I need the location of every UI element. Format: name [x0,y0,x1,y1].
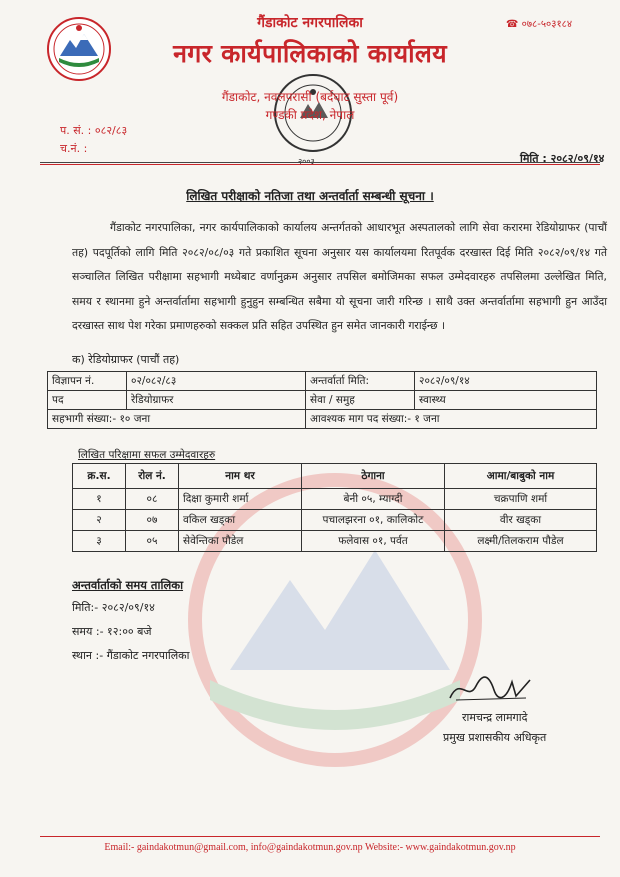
schedule-date: मिति:- २०८२/०९/१४ [72,601,155,614]
passed-candidates-table [72,463,597,552]
patra-sankhya: प. सं. : ०८२/८३ [60,124,128,137]
table-row [73,489,597,510]
notice-subject: लिखित परीक्षाको नतिजा तथा अन्तर्वार्ता सम्बन्धी सूचना । [186,189,434,203]
schedule-place: स्थान :- गैंडाकोट नगरपालिका [72,649,190,662]
table-cell: २०८२/०९/१४ [415,372,597,391]
table-cell: विज्ञापन नं. [48,372,127,391]
notice-paragraph: गैंडाकोट नगरपालिका, नगर कार्यपालिकाको कार्यालय अन्तर्गतको आधारभूत अस्पतालको लागि सेवा करारमा रेडियोग्राफर (पाचौं तह) पदपूर्तिको लागि मिति २०८२/०८/०३ गते प्रकाशित सूचना अनुसार यस कार्यालयमा रितपूर्वक दरखास्त दिई मिति २०८२/०९/१४ गते सञ्चालित लिखित परीक्षामा सहभागी मध्येबाट वर्णानुक्रम अनुसार तपसिल बमोजिमका सफल उम्मेदवारहरु तपसिलमा उल्लेखित मिति, समय र स्थानमा हुने अन्तर्वार्तामा सहभागी हुनुहुन सम्बन्धित सबैमा यो सूचना जारी गरिन्छ । साथै उक्त अन्तर्वार्तामा सहभागी हुन आउँदा दरखास्त साथ पेश गरेका प्रमाणहरुको सक्कल प्रति सहित उपस्थित हुन समेत जानकारी गराईन्छ । [72,221,607,333]
section-a-label: क) रेडियोग्राफर (पाचौं तह) [72,353,180,366]
table-cell: सेवा / समुह [306,391,415,410]
table-cell: वकिल खड्का [179,510,302,531]
notice-body [72,216,607,339]
table-cell: १ [73,489,126,510]
table-cell: लक्ष्मी/तिलकराम पौडेल [445,531,597,552]
header-divider-red [40,164,600,165]
column-header: रोल नं. [126,464,179,489]
letter-date: मिति : २०८२/०९/१४ [520,152,605,165]
signatory-name: रामचन्द्र लामगादे [462,711,528,724]
table-cell: ०८ [126,489,179,510]
signature-icon [446,672,536,704]
table-cell: स्वास्थ्य [415,391,597,410]
header-divider [40,162,600,163]
table-row [48,372,597,391]
footer-contact: Email:- gaindakotmun@gmail.com, info@gaindakotmun.gov.np Website:- www.gaindakotmun.gov.np [104,842,516,853]
table-cell: सहभागी संख्या:- १० जना [48,410,306,429]
table-cell: २ [73,510,126,531]
footer-divider [40,836,600,837]
table-cell: बेनी ०५, म्याग्दी [302,489,445,510]
table-cell: ०५ [126,531,179,552]
table-row [48,410,597,429]
table-cell: ०७ [126,510,179,531]
table-cell: चक्रपाणि शर्मा [445,489,597,510]
table-header-row [73,464,597,489]
table-cell: पद [48,391,127,410]
table-row [73,510,597,531]
passed-candidates-heading: लिखित परिक्षामा सफल उम्मेदवारहरु [78,449,216,461]
table-cell: सेवेन्तिका पौडेल [179,531,302,552]
table-cell: फलेवास ०१, पर्वत [302,531,445,552]
table-cell: आवश्यक माग पद संख्या:- १ जना [306,410,597,429]
column-header: ठेगाना [302,464,445,489]
table-cell: वीर खड्का [445,510,597,531]
schedule-time: समय :- १२:०० बजे [72,625,152,638]
address-line-2: गण्डकी प्रदेश, नेपाल [265,108,355,122]
office-title: नगर कार्यपालिकाको कार्यालय [173,39,447,68]
table-cell: पचालझरना ०१, कालिकोट [302,510,445,531]
address-line-1: गैंडाकोट, नवलपरासी (बर्दघाट सुस्ता पूर्व) [221,90,399,104]
table-cell: रेडियोग्राफर [127,391,306,410]
phone-number: ☎ ०७८-५०३१८४ [506,19,573,30]
vacancy-table [47,371,597,429]
column-header: क्र.स. [73,464,126,489]
column-header: नाम थर [179,464,302,489]
column-header: आमा/बाबुको नाम [445,464,597,489]
table-cell: अन्तर्वार्ता मिति: [306,372,415,391]
table-row [73,531,597,552]
signatory-title: प्रमुख प्रशासकीय अधिकृत [443,731,547,744]
table-cell: दिक्षा कुमारी शर्मा [179,489,302,510]
chalani-number: च.नं. : [60,142,88,155]
municipality-name: गैंडाकोट नगरपालिका [257,15,363,31]
table-row [48,391,597,410]
table-cell: ०२/०८२/८३ [127,372,306,391]
table-cell: ३ [73,531,126,552]
schedule-heading: अन्तर्वार्ताको समय तालिका [72,578,184,592]
stamp-number: २००३ [298,157,315,166]
